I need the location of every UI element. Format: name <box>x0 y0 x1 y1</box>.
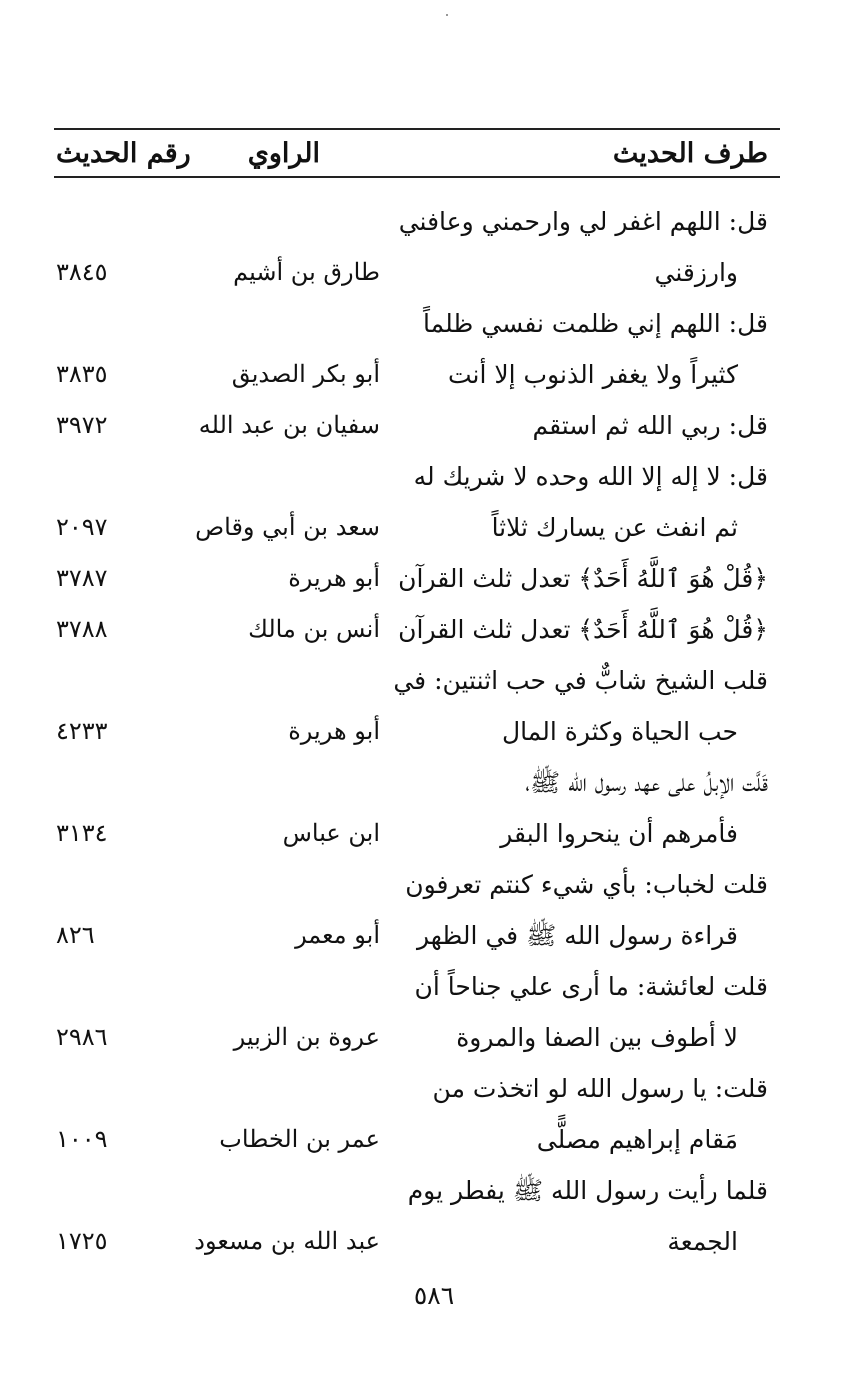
index-row <box>0 1012 868 1063</box>
index-row <box>0 400 868 451</box>
hadith-opening-text: حب الحياة وكثرة المال <box>501 717 738 746</box>
hadith-opening-text: كثيراً ولا يغفر الذنوب إلا أنت <box>447 360 738 389</box>
hadith-opening-text: قَلَّت الإبلُ على عهد رسول الله ﷺ، <box>525 768 768 797</box>
narrator-name: أبو هريرة <box>288 717 380 745</box>
narrator-name: سفيان بن عبد الله <box>198 411 380 439</box>
hadith-number: ١٠٠٩ <box>56 1125 108 1153</box>
hadith-opening-text: ثم انفث عن يسارك ثلاثاً <box>491 513 738 542</box>
hadith-opening-text: قل: اللهم اغفر لي وارحمني وعافني <box>398 207 768 236</box>
hadith-number: ٣٧٨٨ <box>56 615 108 643</box>
index-row <box>0 298 868 349</box>
index-row <box>0 757 868 808</box>
narrator-name: طارق بن أشيم <box>233 258 380 286</box>
index-row <box>0 1063 868 1114</box>
hadith-opening-text: ﴿قُلْ هُوَ ٱللَّهُ أَحَدٌ﴾ تعدل ثلث القرآن <box>398 615 768 644</box>
narrator-name: سعد بن أبي وقاص <box>195 513 380 541</box>
hadith-number: ٢٩٨٦ <box>56 1023 108 1051</box>
speck <box>446 14 448 16</box>
hadith-number: ٢٠٩٧ <box>56 513 108 541</box>
header-text-column: طرف الحديث <box>612 138 768 169</box>
index-row <box>0 196 868 247</box>
hadith-number: ٣٩٧٢ <box>56 411 108 439</box>
narrator-name: عمر بن الخطاب <box>219 1125 380 1153</box>
header-top-rule <box>54 128 780 130</box>
narrator-name: أنس بن مالك <box>248 615 380 643</box>
hadith-number: ٤٢٣٣ <box>56 717 108 745</box>
index-row <box>0 706 868 757</box>
index-row <box>0 553 868 604</box>
hadith-opening-text: قل: اللهم إني ظلمت نفسي ظلماً <box>423 309 768 338</box>
index-row <box>0 655 868 706</box>
hadith-opening-text: فأمرهم أن ينحروا البقر <box>500 819 738 848</box>
hadith-opening-text: قلت: يا رسول الله لو اتخذت من <box>432 1074 768 1103</box>
index-row <box>0 808 868 859</box>
hadith-opening-text: قلما رأيت رسول الله ﷺ يفطر يوم <box>407 1176 768 1205</box>
narrator-name: ابن عباس <box>282 819 380 847</box>
narrator-name: عبد الله بن مسعود <box>194 1227 380 1255</box>
hadith-opening-text: لا أطوف بين الصفا والمروة <box>456 1023 738 1052</box>
index-row <box>0 502 868 553</box>
header-bottom-rule <box>54 176 780 178</box>
index-row <box>0 604 868 655</box>
hadith-number: ٣٧٨٧ <box>56 564 108 592</box>
narrator-name: أبو هريرة <box>288 564 380 592</box>
hadith-opening-text: وارزقني <box>654 258 738 287</box>
header-narrator-column: الراوي <box>247 138 320 169</box>
index-row <box>0 961 868 1012</box>
hadith-opening-text: قراءة رسول الله ﷺ في الظهر <box>417 921 738 950</box>
narrator-name: أبو بكر الصديق <box>231 360 380 388</box>
hadith-number: ١٧٢٥ <box>56 1227 108 1255</box>
index-row <box>0 1216 868 1267</box>
index-row <box>0 247 868 298</box>
header-number-column: رقم الحديث <box>56 138 191 169</box>
hadith-opening-text: قل: ربي الله ثم استقم <box>532 411 768 440</box>
narrator-name: عروة بن الزبير <box>233 1023 380 1051</box>
index-row <box>0 451 868 502</box>
hadith-number: ٣٨٣٥ <box>56 360 108 388</box>
hadith-opening-text: قلت لخباب: بأي شيء كنتم تعرفون <box>405 870 768 899</box>
hadith-index-table <box>0 196 868 1267</box>
hadith-number: ٣٨٤٥ <box>56 258 108 286</box>
index-row <box>0 1114 868 1165</box>
index-row <box>0 349 868 400</box>
hadith-opening-text: قلب الشيخ شابٌّ في حب اثنتين: في <box>393 666 768 695</box>
hadith-number: ٣١٣٤ <box>56 819 108 847</box>
index-row <box>0 1165 868 1216</box>
index-row <box>0 859 868 910</box>
hadith-opening-text: قلت لعائشة: ما أرى علي جناحاً أن <box>414 972 768 1001</box>
narrator-name: أبو معمر <box>295 921 380 949</box>
hadith-opening-text: قل: لا إله إلا الله وحده لا شريك له <box>413 462 768 491</box>
index-row <box>0 910 868 961</box>
hadith-opening-text: ﴿قُلْ هُوَ ٱللَّهُ أَحَدٌ﴾ تعدل ثلث القرآن <box>398 564 768 593</box>
page-number: ٥٨٦ <box>413 1281 455 1310</box>
hadith-opening-text: مَقام إبراهيم مصلًّى <box>536 1125 738 1154</box>
hadith-number: ٨٢٦ <box>56 921 95 949</box>
hadith-opening-text: الجمعة <box>667 1227 738 1256</box>
